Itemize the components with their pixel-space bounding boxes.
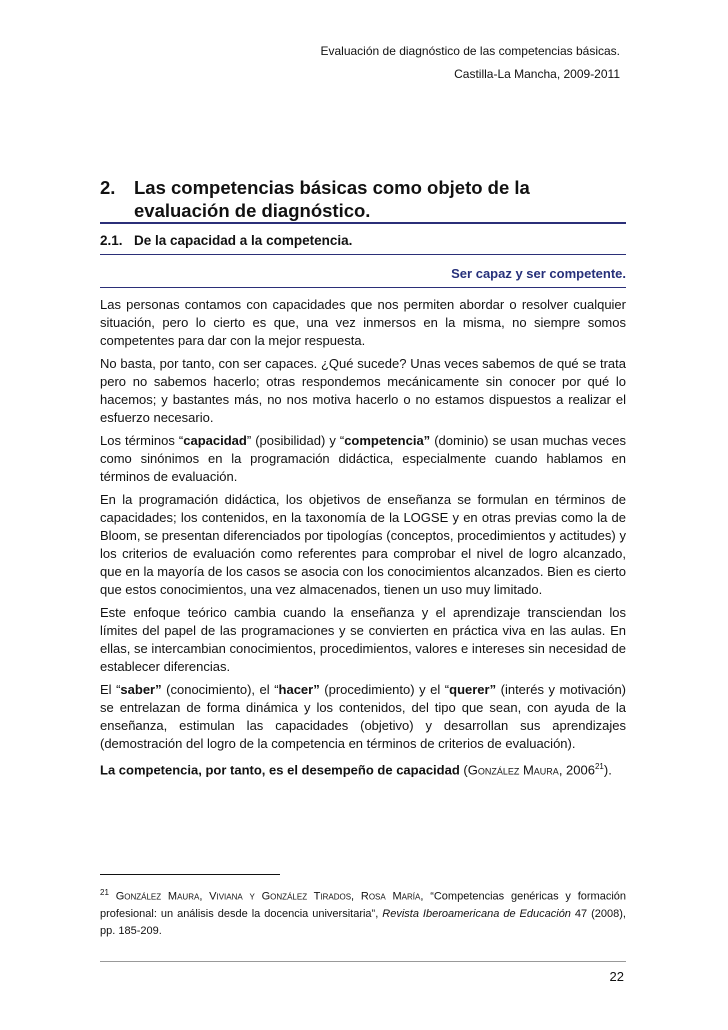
footnote-reference[interactable]: 21 bbox=[594, 762, 604, 771]
section-heading bbox=[100, 176, 626, 222]
text-run: (conocimiento), el “ bbox=[161, 682, 279, 697]
paragraph-2: No basta, por tanto, con ser capaces. ¿Qué sucede? Unas veces sabemos de qué se trata pero no sabemos hacerlo; otras respondemos mecánicamente sin conocer por qué lo hacemos; y bastantes más, no nos motiva hacerlo o no estamos dispuestos a realizar el esfuerzo necesario. bbox=[100, 356, 626, 425]
footnote-authors: González Maura, Viviana y González Tirados, Rosa María bbox=[115, 890, 421, 903]
body-text bbox=[100, 296, 626, 784]
text-run: (interés y motivación) se entrelazan de forma dinámica y los contenidos, del tipo que sean, con ayuda de la enseñanza, estimulan las capacidades (objetivo) y desarrollan sus aprendizajes (demostración del logro de la competencia en términos de criterios de evaluación). bbox=[100, 682, 626, 751]
footnote-separator bbox=[100, 874, 280, 875]
paragraph-1: Las personas contamos con capacidades que nos permiten abordar o resolver cualquier situación, pero lo cierto es que, una vez inmersos en la misma, no siempre somos competentes para dar con la mejor respuesta. bbox=[100, 297, 626, 348]
running-header bbox=[100, 40, 620, 86]
subsection-number: 2.1. bbox=[100, 233, 123, 248]
citation-author: González Maura bbox=[467, 762, 559, 778]
definition-statement: La competencia, por tanto, es el desempeño de capacidad bbox=[100, 762, 460, 778]
footnote-number: 21 bbox=[100, 888, 109, 897]
subsection-title: De la capacidad a la competencia. bbox=[134, 233, 353, 248]
text-run: ” (posibilidad) y “ bbox=[246, 433, 345, 448]
paragraph-5: Este enfoque teórico cambia cuando la enseñanza y el aprendizaje transciendan los límites del papel de las programaciones y se convierten en práctica viva en las aulas. En ellas, se intercambian conocimientos, procedimientos, valores e intereses sin necesidad de establecer diferencias. bbox=[100, 605, 626, 674]
citation-year: , 2006 bbox=[558, 762, 595, 778]
paragraph-4: En la programación didáctica, los objetivos de enseñanza se formulan en términos de capacidades; los contenidos, en la taxonomía de la LOGSE y en otras previas como la de Bloom, se presentan diferenciados por tipologías (conceptos, procedimientos y actitudes) y los criterios de evaluación como referentes para comprobar el nivel de logro alcanzado, que en la mayoría de los casos se asocia con los conocimientos alcanzados. Bien es cierto que estos conocimientos, una vez almacenados, tienen un uso muy limitado. bbox=[100, 492, 626, 597]
term-competencia: competencia” bbox=[344, 433, 431, 448]
footnote-title: , “Competencias genéricas y formación profesional: un análisis desde la docencia universitaria”, bbox=[100, 890, 627, 920]
text-run: ). bbox=[603, 762, 612, 778]
term-saber: saber” bbox=[120, 682, 162, 697]
paragraph-6 bbox=[100, 681, 626, 753]
term-capacidad: capacidad bbox=[183, 433, 247, 448]
text-run: El “ bbox=[100, 682, 121, 697]
term-querer: querer” bbox=[449, 682, 497, 697]
page-number: 22 bbox=[609, 969, 624, 984]
footnote bbox=[100, 884, 626, 940]
subsection-heading bbox=[100, 232, 352, 250]
section-title: Las competencias básicas como objeto de la evaluación de diagnóstico. bbox=[134, 177, 530, 221]
paragraph-7 bbox=[100, 758, 626, 779]
footnote-journal: Revista Iberoamericana de Educación bbox=[382, 907, 571, 920]
term-hacer: hacer” bbox=[278, 682, 320, 697]
subsection-rule bbox=[100, 254, 626, 255]
paragraph-3 bbox=[100, 432, 626, 486]
text-run: ( bbox=[459, 762, 468, 778]
header-line-2: Castilla-La Mancha, 2009-2011 bbox=[454, 67, 620, 81]
footnote-rest: 47 (2008), pp. 185-209. bbox=[100, 907, 626, 937]
header-line-1: Evaluación de diagnóstico de las competencias básicas. bbox=[320, 44, 620, 58]
section-rule bbox=[100, 222, 626, 224]
subtitle-rule bbox=[100, 287, 626, 288]
text-run: (dominio) se usan muchas veces como sinónimos en la programación didáctica, especialmente cuando hablamos en términos de evaluación. bbox=[100, 433, 626, 484]
footer-rule bbox=[100, 961, 626, 962]
text-run: (procedimiento) y el “ bbox=[319, 682, 450, 697]
text-run: Los términos “ bbox=[100, 433, 184, 448]
section-number: 2. bbox=[100, 177, 116, 198]
subtitle: Ser capaz y ser competente. bbox=[451, 266, 626, 281]
